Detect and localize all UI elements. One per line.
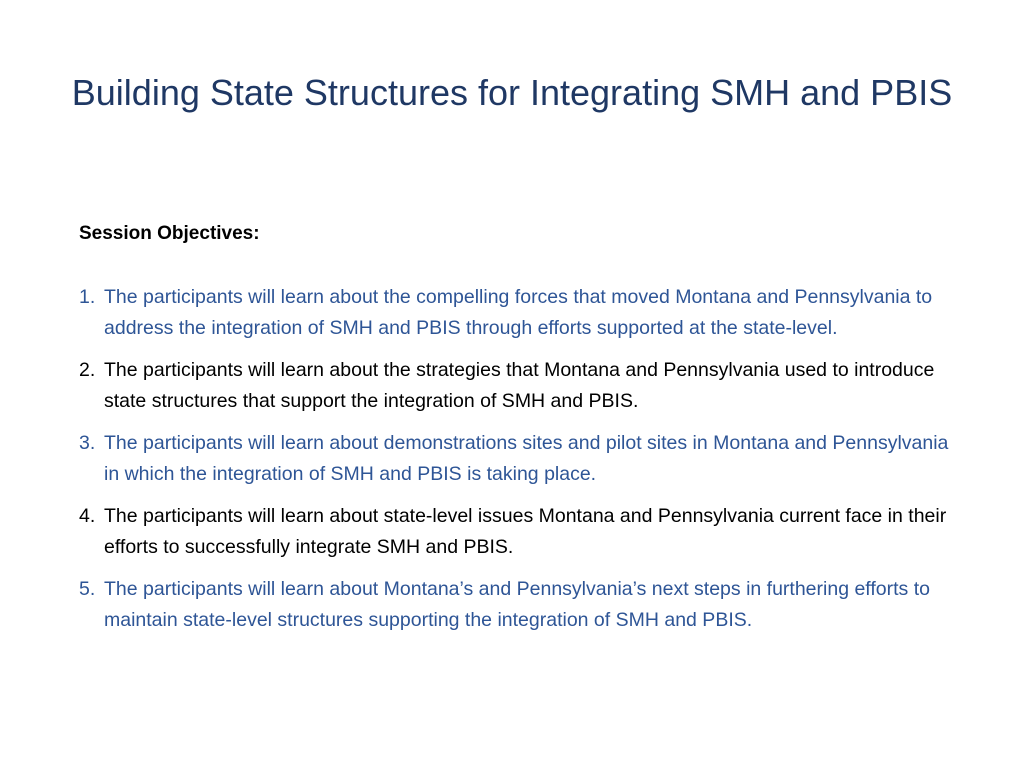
session-objectives-heading: Session Objectives: [79,223,260,244]
slide-title: Building State Structures for Integrating SMH and PBIS [71,72,953,113]
objectives-list [79,282,959,647]
objective-text: The participants will learn about Montana’s and Pennsylvania’s next steps in furthering efforts to maintain state-level structures supporting the integration of SMH and PBIS. [104,578,930,631]
objective-number: 3. [79,432,96,454]
objective-item-4 [79,501,959,563]
objective-number: 4. [79,505,96,527]
objective-number: 2. [79,359,96,381]
objective-text: The participants will learn about state-level issues Montana and Pennsylvania current face in their efforts to successfully integrate SMH and PBIS. [104,505,947,558]
objective-text: The participants will learn about the strategies that Montana and Pennsylvania used to introduce state structures that support the integration of SMH and PBIS. [104,359,935,412]
objective-item-5 [79,574,959,636]
objective-item-3 [79,428,959,490]
objective-text: The participants will learn about the compelling forces that moved Montana and Pennsylvania to address the integration of SMH and PBIS through efforts supported at the state-level. [104,286,933,339]
objective-text: The participants will learn about demonstrations sites and pilot sites in Montana and Pennsylvania in which the integration of SMH and PBIS is taking place. [104,432,949,485]
objective-item-2 [79,355,959,417]
objective-number: 5. [79,578,96,600]
objective-number: 1. [79,286,96,308]
objective-item-1 [79,282,959,344]
